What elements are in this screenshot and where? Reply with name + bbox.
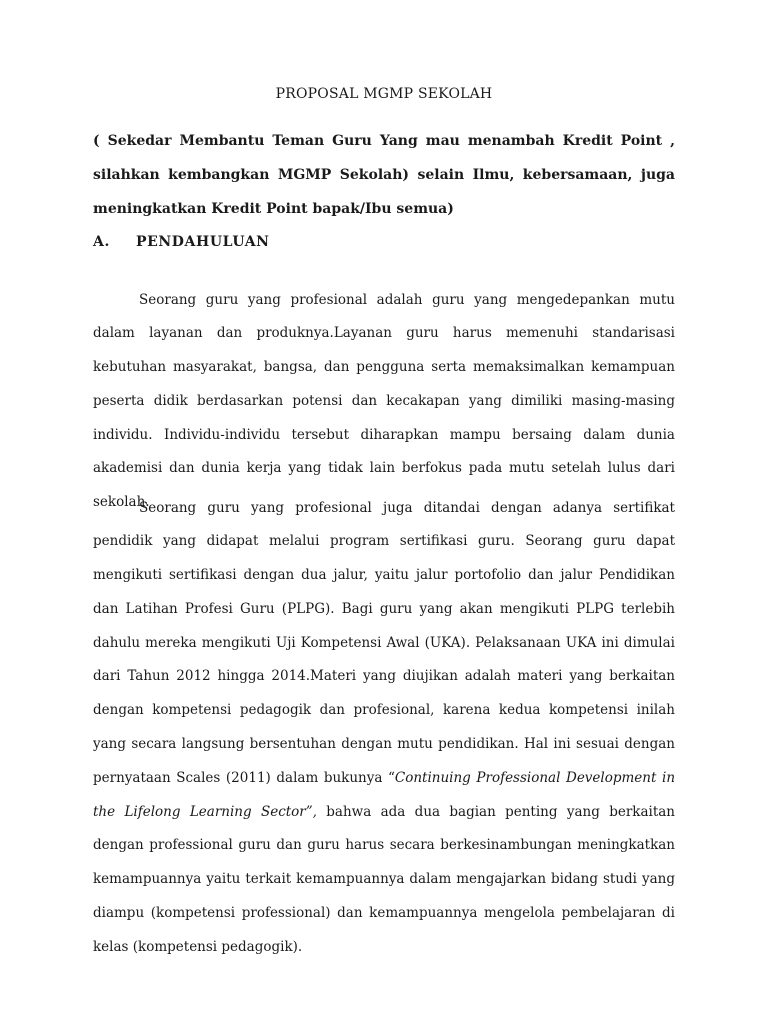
paragraph-2-continuation: bahwa ada dua bagian penting yang berkaitan dengan professional guru dan guru harus secara berkesinambungan meningkatkan kemampuannya yaitu terkait kemampuannya dalam mengajarkan bidang studi yang diampu (kompetensi professional) dan kemampuannya mengelola pembelajaran di kelas (kompetensi pedagogik).: [93, 803, 675, 955]
section-heading: [93, 234, 270, 250]
section-number: A.: [93, 234, 110, 250]
section-title: PENDAHULUAN: [136, 234, 270, 250]
paragraph-2: [93, 492, 675, 965]
book-title: Continuing Professional Development in the Lifelong Learning Sector”,: [93, 769, 676, 820]
paragraph-2-text: Seorang guru yang profesional juga ditandai dengan adanya sertifikat pendidik yang didapat melalui program sertifikasi guru. Seorang guru dapat mengikuti sertifikasi dengan dua jalur, yaitu jalur portofolio dan jalur Pendidikan dan Latihan Profesi Guru (PLPG). Bagi guru yang akan mengikuti PLPG terlebih dahulu mereka mengikuti Uji Kompetensi Awal (UKA). Pelaksanaan UKA ini dimulai dari Tahun 2012 hingga 2014.Materi yang diujikan adalah materi yang berkaitan dengan kompetensi pedagogik dan profesional, karena kedua kompetensi inilah yang secara langsung bersentuhan dengan mutu pendidikan. Hal ini sesuai dengan pernyataan Scales (2011) dalam bukunya “: [93, 499, 675, 786]
document-title: PROPOSAL MGMP SEKOLAH: [275, 86, 493, 102]
paragraph-1: Seorang guru yang profesional adalah guru yang mengedepankan mutu dalam layanan dan produknya.Layanan guru harus memenuhi standarisasi kebutuhan masyarakat, bangsa, dan pengguna serta memaksimalkan kemampuan peserta didik berdasarkan potensi dan kecakapan yang dimiliki masing-masing individu. Individu-individu tersebut diharapkan mampu bersaing dalam dunia akademisi dan dunia kerja yang tidak lain berfokus pada mutu setelah lulus dari sekolah.: [93, 291, 675, 511]
intro-note: ( Sekedar Membantu Teman Guru Yang mau menambah Kredit Point , silahkan kembangkan MGMP Sekolah) selain Ilmu, kebersamaan, juga meningkatkan Kredit Point bapak/Ibu semua): [93, 133, 675, 217]
